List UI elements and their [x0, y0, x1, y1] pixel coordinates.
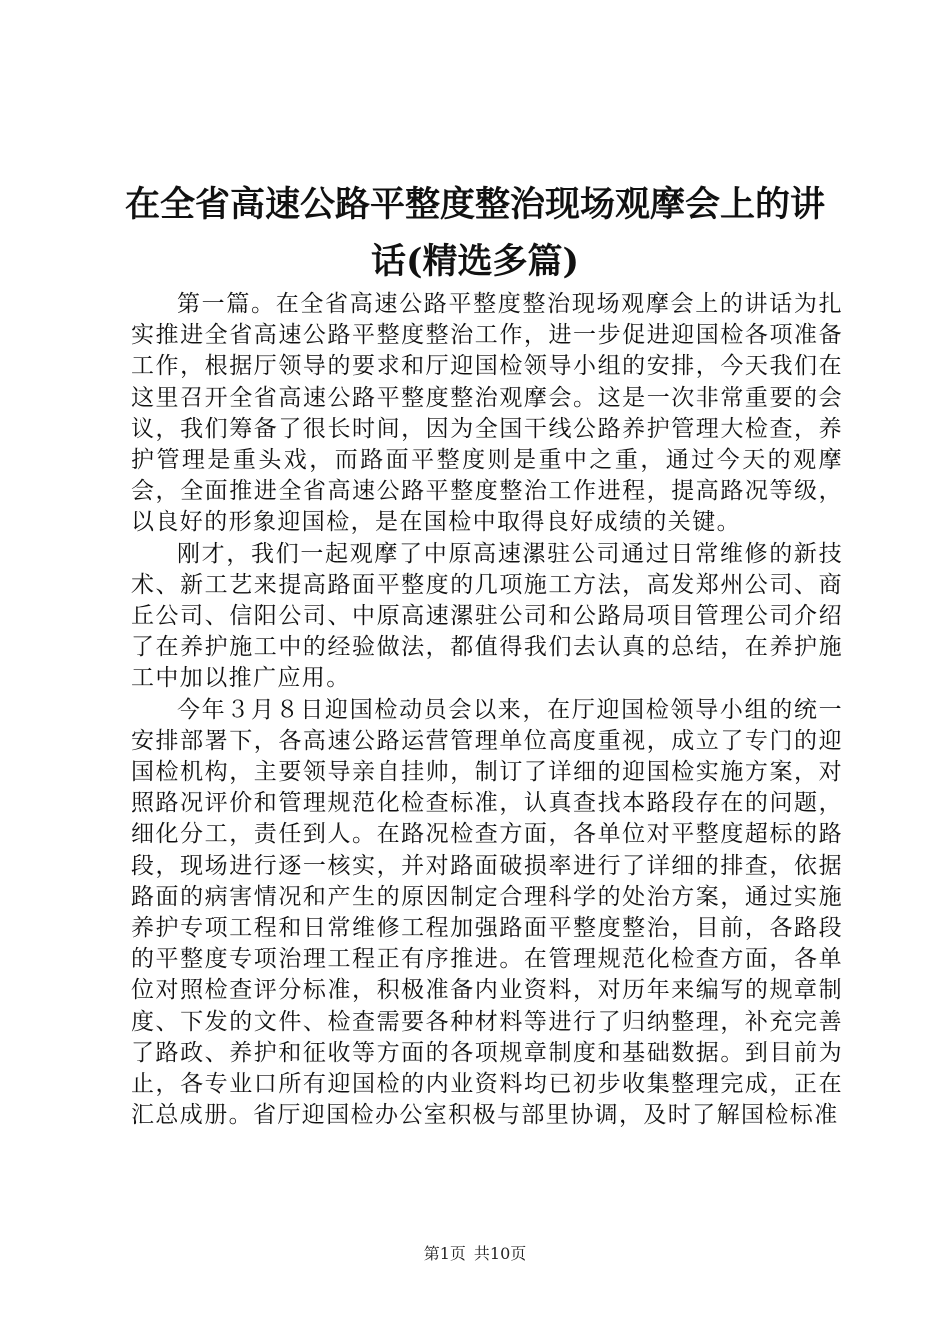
- paragraph-2: 刚才，我们一起观摩了中原高速漯驻公司通过日常维修的新技术、新工艺来提高路面平整度的几项施工方法，高发郑州公司、商丘公司、信阳公司、中原高速漯驻公司和公路局项目管理公司介绍了在养护施工中的经验做法，都值得我们去认真的总结，在养护施工中加以推广应用。: [131, 540, 843, 692]
- paragraph-3: 今年３月８日迎国检动员会以来，在厅迎国检领导小组的统一安排部署下，各高速公路运营管理单位高度重视，成立了专门的迎国检机构，主要领导亲自挂帅，制订了详细的迎国检实施方案，对照路况评价和管理规范化检查标准，认真查找本路段存在的问题，细化分工，责任到人。在路况检查方面，各单位对平整度超标的路段，现场进行逐一核实，并对路面破损率进行了详细的排查，依据路面的病害情况和产生的原因制定合理科学的处治方案，通过实施养护专项工程和日常维修工程加强路面平整度整治，目前，各路段的平整度专项治理工程正有序推进。在管理规范化检查方面，各单位对照检查评分标准，积极准备内业资料，对历年来编写的规章制度、下发的文件、检查需要各种材料等进行了归纳整理，补充完善了路政、养护和征收等方面的各项规章制度和基础数据。到目前为止，各专业口所有迎国检的内业资料均已初步收集整理完成，正在汇总成册。省厅迎国检办公室积极与部里协调，及时了解国检标准: [131, 696, 843, 1129]
- page-footer: [0, 1241, 950, 1264]
- document-body: [131, 289, 843, 1131]
- page-number: 第1页: [423, 1244, 466, 1263]
- page-total: 共10页: [473, 1244, 527, 1263]
- document-title: 在全省高速公路平整度整治现场观摩会上的讲话(精选多篇): [124, 184, 825, 282]
- paragraph-1: 第一篇。在全省高速公路平整度整治现场观摩会上的讲话为扎实推进全省高速公路平整度整治工作，进一步促进迎国检各项准备工作，根据厅领导的要求和厅迎国检领导小组的安排，今天我们在这里召开全省高速公路平整度整治观摩会。这是一次非常重要的会议，我们筹备了很长时间，因为全国干线公路养护管理大检查，养护管理是重头戏，而路面平整度则是重中之重，通过今天的观摩会，全面推进全省高速公路平整度整治工作进程，提高路况等级，以良好的形象迎国检，是在国检中取得良好成绩的关键。: [131, 291, 843, 536]
